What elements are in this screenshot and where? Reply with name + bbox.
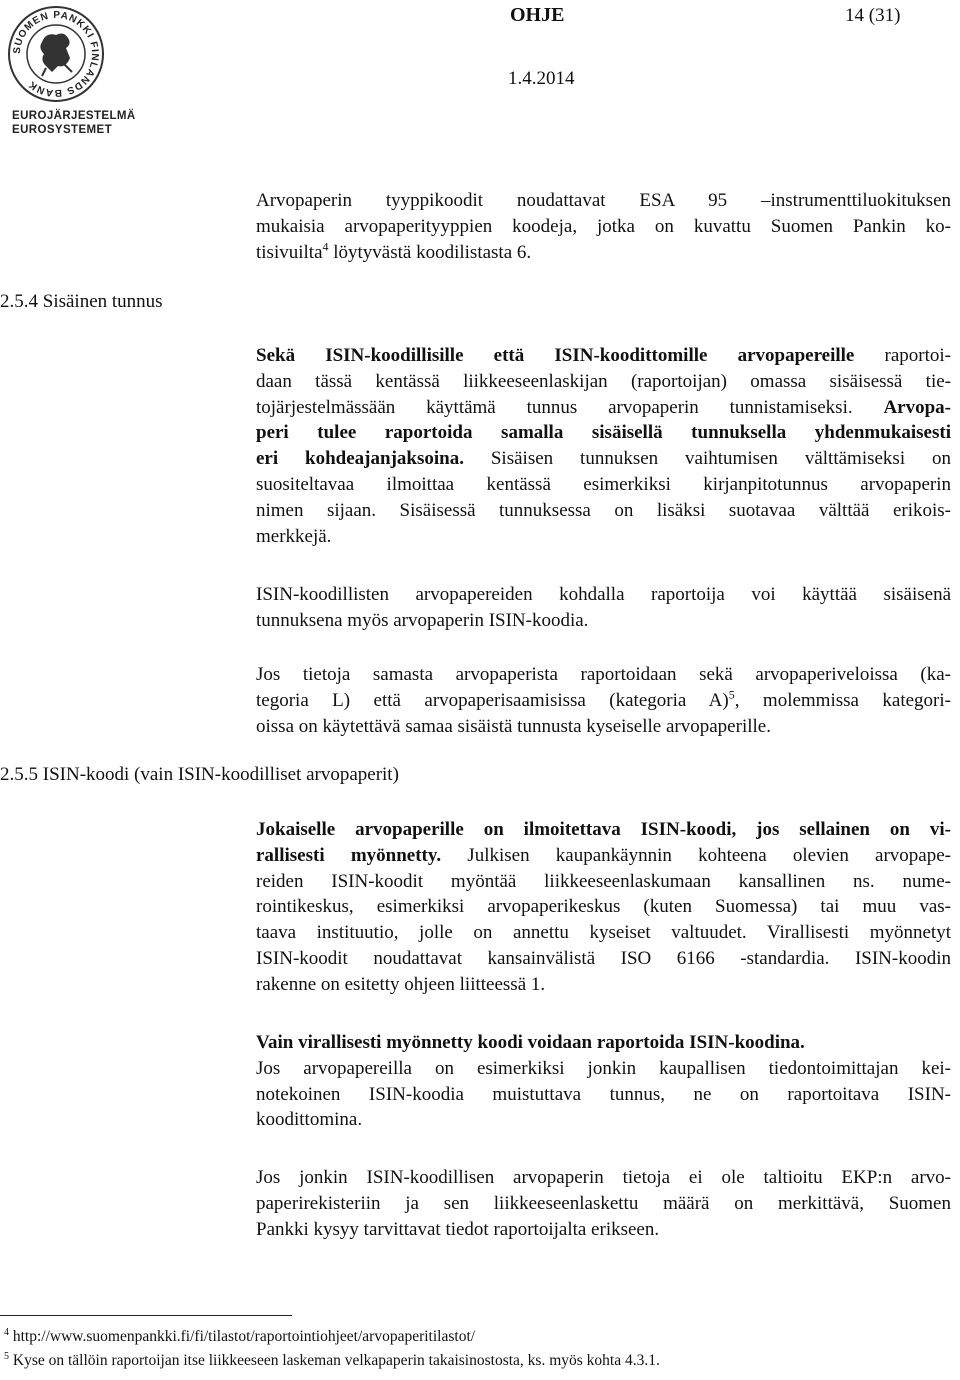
text-line: tunnuksena myös arvopaperin ISIN-koodia. bbox=[256, 609, 589, 631]
text-line: Jos arvopapereilla on esimerkiksi jonkin kaupallisen tiedontoimittajan kei- bbox=[256, 1057, 951, 1079]
text-line: Jokaiselle arvopaperille on ilmoitettava ISIN-koodi, jos sellainen on vi- bbox=[256, 819, 951, 840]
text-line: paperirekisteriin ja sen liikkeeseenlaskettu määrä on merkittävä, Suomen bbox=[256, 1192, 951, 1214]
text-line: eri kohdeajanjaksoina. Sisäisen tunnuksen vaihtumisen välttämiseksi on bbox=[256, 448, 951, 470]
text-line: Sekä ISIN-koodillisille että ISIN-koodittomille arvopapereille raportoi- bbox=[256, 345, 951, 366]
bank-seal-icon bbox=[6, 2, 106, 106]
section-heading-2-5-4: 2.5.4 Sisäinen tunnus bbox=[0, 291, 163, 312]
logo-line-2: EUROSYSTEMET bbox=[12, 124, 113, 136]
text-line: ISIN-koodillisten arvopapereiden kohdalla raportoija voi käyttää sisäisenä bbox=[256, 584, 951, 605]
bank-logo bbox=[6, 2, 136, 136]
text-line: suositeltavaa ilmoittaa kentässä esimerkiksi kirjanpitotunnus arvopaperin bbox=[256, 473, 951, 495]
section-254-paragraph-2 bbox=[256, 582, 951, 634]
footnote-5: $^5$ Kyse on tällöin raportoijan itse liikkeeseen laskeman velkapaperin takaisinostosta, ks. myös kohta 4.3.1. bbox=[4, 1350, 660, 1369]
footnote-divider bbox=[0, 1315, 292, 1316]
section-255-paragraph-3 bbox=[256, 1165, 951, 1242]
section-255-paragraph-2 bbox=[256, 1030, 951, 1133]
text-line: ISIN-koodit noudattavat kansainvälistä ISO 6166 -standardia. ISIN-koodin bbox=[256, 947, 951, 969]
logo-line-1: EUROJÄRJESTELMÄ bbox=[12, 110, 136, 122]
text-line: taava instituutio, jolle on annettu kyseiset valtuudet. Virallisesti myönnetyt bbox=[256, 922, 951, 944]
document-type: OHJE bbox=[510, 4, 565, 26]
text-line: tojärjestelmässään käyttämä tunnus arvopaperin tunnistamiseksi. Arvopa- bbox=[256, 396, 951, 418]
text-line: Pankki kysyy tarvittavat tiedot raportoijalta erikseen. bbox=[256, 1218, 660, 1240]
text-line: daan tässä kentässä liikkeeseenlaskijan (raportoijan) omassa sisäisessä tie- bbox=[256, 370, 951, 392]
text-line: koodittomina. bbox=[256, 1109, 363, 1131]
text-line: rallisesti myönnetty. Julkisen kaupankäynnin kohteena olevien arvopape- bbox=[256, 844, 951, 866]
text-line: tegoria L) että arvopaperisaamisissa (kategoria A)$^5$, molemmissa kategori- bbox=[256, 687, 951, 711]
footnote-4: $^4$ http://www.suomenpankki.fi/fi/tilastot/raportointiohjeet/arvopaperitilastot/ bbox=[4, 1326, 476, 1345]
intro-paragraph bbox=[256, 188, 951, 265]
section-heading-2-5-5: 2.5.5 ISIN-koodi (vain ISIN-koodilliset arvopaperit) bbox=[0, 764, 399, 785]
page-number: 14 (31) bbox=[845, 5, 901, 26]
text-line: rakenne on esitetty ohjeen liitteessä 1. bbox=[256, 973, 546, 995]
text-line: peri tulee raportoida samalla sisäisellä tunnuksella yhdenmukaisesti bbox=[256, 422, 951, 444]
section-254-paragraph-1 bbox=[256, 343, 951, 549]
seal-lettering: SUOMEN PANKKI FINLANDS BANK bbox=[11, 9, 101, 99]
document-date: 1.4.2014 bbox=[508, 68, 575, 89]
text-line: rointikeskus, esimerkiksi arvopaperikeskus (kuten Suomessa) tai muu vas- bbox=[256, 896, 951, 918]
text-line: Jos jonkin ISIN-koodillisen arvopaperin tietoja ei ole taltioitu EKP:n arvo- bbox=[256, 1167, 951, 1188]
text-line: Vain virallisesti myönnetty koodi voidaan raportoida ISIN-koodina. bbox=[256, 1032, 805, 1053]
text-line: Jos tietoja samasta arvopaperista raportoidaan sekä arvopaperiveloissa (ka- bbox=[256, 664, 951, 685]
text-line: tisivuilta$^4$ löytyvästä koodilistasta 6. bbox=[256, 239, 532, 263]
section-254-paragraph-3 bbox=[256, 662, 951, 739]
text-line: reiden ISIN-koodit myöntää liikkeeseenlaskumaan kansallinen ns. nume- bbox=[256, 870, 951, 892]
text-line: nimen sijaan. Sisäisessä tunnuksessa on lisäksi suotavaa välttää erikois- bbox=[256, 499, 951, 521]
text-line: Arvopaperin tyyppikoodit noudattavat ESA 95 –instrumenttiluokituksen bbox=[256, 190, 951, 211]
text-line: merkkejä. bbox=[256, 525, 332, 547]
text-line: mukaisia arvopaperityyppien koodeja, jotka on kuvattu Suomen Pankin ko- bbox=[256, 215, 951, 237]
text-line: notekoinen ISIN-koodia muistuttava tunnus, ne on raportoitava ISIN- bbox=[256, 1083, 951, 1105]
section-255-paragraph-1 bbox=[256, 817, 951, 998]
text-line: oissa on käytettävä samaa sisäistä tunnusta kyseiselle arvopaperille. bbox=[256, 715, 771, 737]
footnote-ref-4: 4 bbox=[322, 239, 329, 254]
footnote-ref-5: 5 bbox=[728, 687, 735, 702]
